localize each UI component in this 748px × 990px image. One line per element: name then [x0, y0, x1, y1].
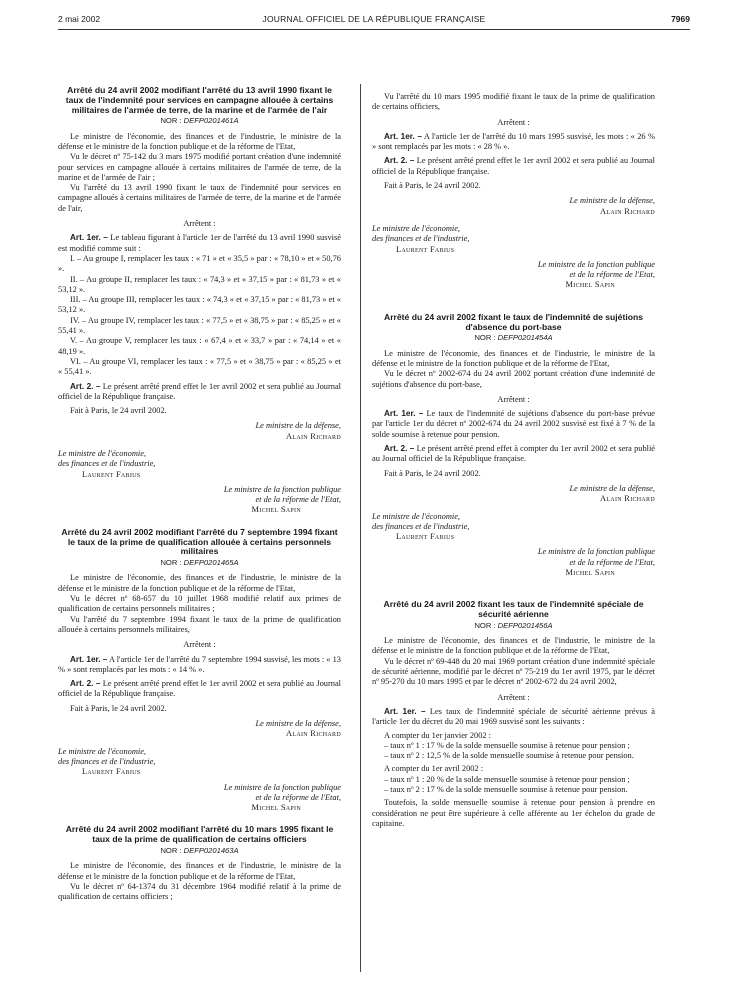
article: Art. 2. – Le présent arrêté prend effet le 1er avril 2002 et sera publié au Journal officiel de la République française.: [58, 381, 341, 401]
preamble: Le ministre de l'économie, des finances et de l'industrie, le ministre de la défense et le ministre de la fonction publique et de la réforme de l'Etat,: [372, 348, 655, 368]
signature-economie: Le ministre de l'économie, des finances et de l'industrie, Laurent Fabius: [372, 511, 470, 542]
article: Art. 1er. – Le tableau figurant à l'article 1er de l'arrêté du 13 avril 1990 susvisé est modifié comme suit :: [58, 233, 341, 253]
decree-section: [58, 825, 341, 902]
article: Art. 1er. – A l'article 1er de l'arrêté du 7 septembre 1994 susvisé, les mots : « 13 % » sont remplacés par les mots : « 14 % ».: [58, 654, 341, 674]
signature-date: Fait à Paris, le 24 avril 2002.: [70, 703, 167, 713]
rate-item: – taux nº 1 : 20 % de la solde mensuelle soumise à retenue pour pension ;: [384, 774, 630, 784]
signature-fonction-publique: Le ministre de la fonction publique et de la réforme de l'Etat, Michel Sapin: [537, 259, 655, 290]
closing-paragraph: Toutefois, la solde mensuelle soumise à retenue pour pension à prendre en considération ne peut être supérieure à celle afférente au 1er échelon du grade de capitaine.: [372, 798, 655, 828]
column-divider: [360, 84, 361, 972]
article: Art. 1er. – Le taux de l'indemnité de sujétions d'absence du port-base prévue par l'article 1er du décret nº 2002-674 du 24 avril 2002 susvisé est fixé à 7 % de la solde soumise à retenue pour pension.: [372, 409, 655, 439]
arretent-label: Arrêtent :: [183, 640, 216, 650]
nor-reference: NOR : DEFP0201456A: [474, 620, 553, 630]
group-change: II. – Au groupe II, remplacer les taux : « 74,3 » et « 37,15 » par : « 81,73 » et « 53,12 ».: [58, 274, 341, 294]
decree-section: [58, 528, 341, 814]
article: Art. 2. – Le présent arrêté prend effet à compter du 1er avril 2002 et sera publié au Journal officiel de la République française.: [372, 444, 656, 464]
rate-item: – taux nº 1 : 17 % de la solde mensuelle soumise à retenue pour pension ;: [384, 740, 630, 750]
group-change: V. – Au groupe V, remplacer les taux : « 67,4 » et « 33,7 » par : « 74,14 » et « 48,19 ».: [58, 336, 341, 356]
right-column: [372, 92, 655, 829]
signature-economie: Le ministre de l'économie, des finances et de l'industrie, Laurent Fabius: [58, 449, 156, 479]
article: Art. 1er. – A l'article 1er de l'arrêté du 10 mars 1995 susvisé, les mots : « 26 % » sont remplacés par les mots : « 28 % ».: [372, 131, 655, 152]
nor-reference: NOR : DEFP0201461A: [160, 116, 239, 126]
decree-title: Arrêté du 24 avril 2002 modifiant l'arrêté du 7 septembre 1994 fixant le taux de la prime de qualification allouée à certains personnels militaires: [61, 526, 338, 557]
rate-item: – taux nº 2 : 17 % de la solde mensuelle soumise à retenue pour pension.: [384, 785, 628, 795]
visa: Vu le décret nº 64-1374 du 31 décembre 1964 modifié relatif à la prime de qualification de certains officiers ;: [58, 881, 341, 902]
decree-section: [372, 600, 655, 829]
decree-title: Arrêté du 24 avril 2002 fixant les taux de l'indemnité spéciale de sécurité aérienne: [383, 599, 644, 620]
preamble: Le ministre de l'économie, des finances et de l'industrie, le ministre de la défense et le ministre de la fonction publique et de la réforme de l'Etat,: [58, 861, 341, 881]
visa: Vu le décret nº 75-142 du 3 mars 1975 modifié portant création d'une indemnité pour services en campagne allouée à certains militaires de l'armée de terre, de la marine et de l'armée de l'air ;: [58, 152, 341, 182]
decree-title: Arrêté du 24 avril 2002 modifiant l'arrêté du 13 avril 1990 fixant le taux de l'indemnité pour services en campagne allouée à certains militaires de l'armée de terre, de la marine et de l'armée de l'air: [65, 85, 334, 115]
arretent-label: Arrêtent :: [497, 117, 530, 127]
preamble: Le ministre de l'économie, des finances et de l'industrie, le ministre de la défense et le ministre de la fonction publique et de la réforme de l'Etat,: [58, 573, 341, 593]
signature-date: Fait à Paris, le 24 avril 2002.: [384, 468, 481, 478]
signature-fonction-publique: Le ministre de la fonction publique et de la réforme de l'Etat, Michel Sapin: [223, 782, 341, 813]
left-column: [58, 86, 341, 902]
group-change: IV. – Au groupe IV, remplacer les taux : « 77,5 » et « 38,75 » par : « 85,25 » et « 55,41 ».: [58, 315, 341, 336]
visa: Vu l'arrêté du 13 avril 1990 fixant le taux de l'indemnité pour services en campagne alloués à certains militaires de l'armée de terre, de la marine et de l'armée de l'air,: [58, 183, 341, 213]
signature-economie: Le ministre de l'économie, des finances et de l'industrie, Laurent Fabius: [372, 223, 470, 254]
page-header: [58, 14, 690, 26]
visa: Vu l'arrêté du 7 septembre 1994 fixant le taux de la prime de qualification allouée à certains personnels militaires,: [58, 614, 341, 634]
decree-section: [58, 86, 341, 516]
arretent-label: Arrêtent :: [183, 219, 216, 229]
visa: Vu le décret nº 2002-674 du 24 avril 2002 portant création d'une indemnité de sujétions d'absence du port-base,: [372, 369, 655, 389]
signature-date: Fait à Paris, le 24 avril 2002.: [384, 181, 481, 191]
page-number: 7969: [671, 14, 690, 24]
rate-item: – taux nº 2 : 12,5 % de la solde mensuelle soumise à retenue pour pension.: [384, 751, 634, 761]
journal-title: JOURNAL OFFICIEL DE LA RÉPUBLIQUE FRANÇAISE: [262, 14, 486, 24]
signature-defense: Le ministre de la défense, Alain Richard: [255, 719, 341, 739]
decree-section: [372, 313, 655, 579]
nor-reference: NOR : DEFP0201463A: [160, 846, 239, 855]
nor-reference: NOR : DEFP0201454A: [474, 333, 553, 343]
signature-defense: Le ministre de la défense, Alain Richard: [255, 421, 341, 441]
visa: Vu le décret nº 69-448 du 20 mai 1969 portant création d'une indemnité spéciale de sécurité aérienne, modifié par le décret nº 75-219 du 1er avril 1975, par le décret nº 95-270 du 10 mars 1995 et par le décret nº 2002-672 du 24 avril 2002,: [372, 656, 655, 687]
group-change: VI. – Au groupe VI, remplacer les taux : « 77,5 » et « 38,75 » par : « 85,25 » et « 55,41 ».: [58, 356, 341, 377]
arretent-label: Arrêtent :: [497, 692, 530, 702]
rate-period-heading: A compter du 1er avril 2002 :: [384, 764, 484, 774]
decree-title: Arrêté du 24 avril 2002 modifiant l'arrêté du 10 mars 1995 fixant le taux de la prime de qualification de certains officiers: [65, 824, 334, 845]
article: Art. 1er. – Les taux de l'indemnité spéciale de sécurité aérienne prévus à l'article 1er du décret du 20 mai 1969 susvisé sont les suivants :: [372, 706, 655, 727]
article: Art. 2. – Le présent arrêté prend effet le 1er avril 2002 et sera publié au Journal officiel de la République française.: [372, 156, 655, 176]
decree-title: Arrêté du 24 avril 2002 fixant le taux de l'indemnité de sujétions d'absence du port-base: [384, 311, 643, 332]
issue-date: 2 mai 2002: [58, 14, 101, 24]
visa: Vu l'arrêté du 10 mars 1995 modifié fixant le taux de la prime de qualification de certains officiers,: [372, 92, 655, 112]
header-rule: [58, 29, 690, 30]
preamble: Le ministre de l'économie, des finances et de l'industrie, le ministre de la défense et le ministre de la fonction publique et de la réforme de l'Etat,: [372, 636, 655, 656]
decree-section-continued: [372, 92, 655, 291]
article: Art. 2. – Le présent arrêté prend effet le 1er avril 2002 et sera publié au Journal officiel de la République française.: [58, 679, 341, 699]
signature-date: Fait à Paris, le 24 avril 2002.: [70, 406, 167, 416]
visa: Vu le décret nº 68-657 du 10 juillet 1968 modifié relatif aux primes de qualification de certains personnels militaires ;: [58, 594, 341, 614]
signature-defense: Le ministre de la défense, Alain Richard: [569, 196, 655, 216]
group-change: I. – Au groupe I, remplacer les taux : « 71 » et « 35,5 » par : « 78,10 » et « 50,76 ».: [58, 253, 341, 274]
signature-economie: Le ministre de l'économie, des finances et de l'industrie, Laurent Fabius: [58, 746, 156, 777]
nor-reference: NOR : DEFP0201465A: [160, 558, 239, 568]
signature-fonction-publique: Le ministre de la fonction publique et de la réforme de l'Etat, Michel Sapin: [537, 547, 655, 577]
signature-fonction-publique: Le ministre de la fonction publique et de la réforme de l'Etat, Michel Sapin: [223, 484, 341, 515]
signature-defense: Le ministre de la défense, Alain Richard: [569, 483, 655, 504]
preamble: Le ministre de l'économie, des finances et de l'industrie, le ministre de la défense et le ministre de la fonction publique et de la réforme de l'Etat,: [58, 131, 341, 151]
rate-period-heading: A compter du 1er janvier 2002 :: [384, 730, 491, 740]
group-change: III. – Au groupe III, remplacer les taux : « 74,3 » et « 37,15 » par : « 81,73 » et « 53,12 ».: [58, 295, 341, 315]
arretent-label: Arrêtent :: [497, 394, 530, 404]
